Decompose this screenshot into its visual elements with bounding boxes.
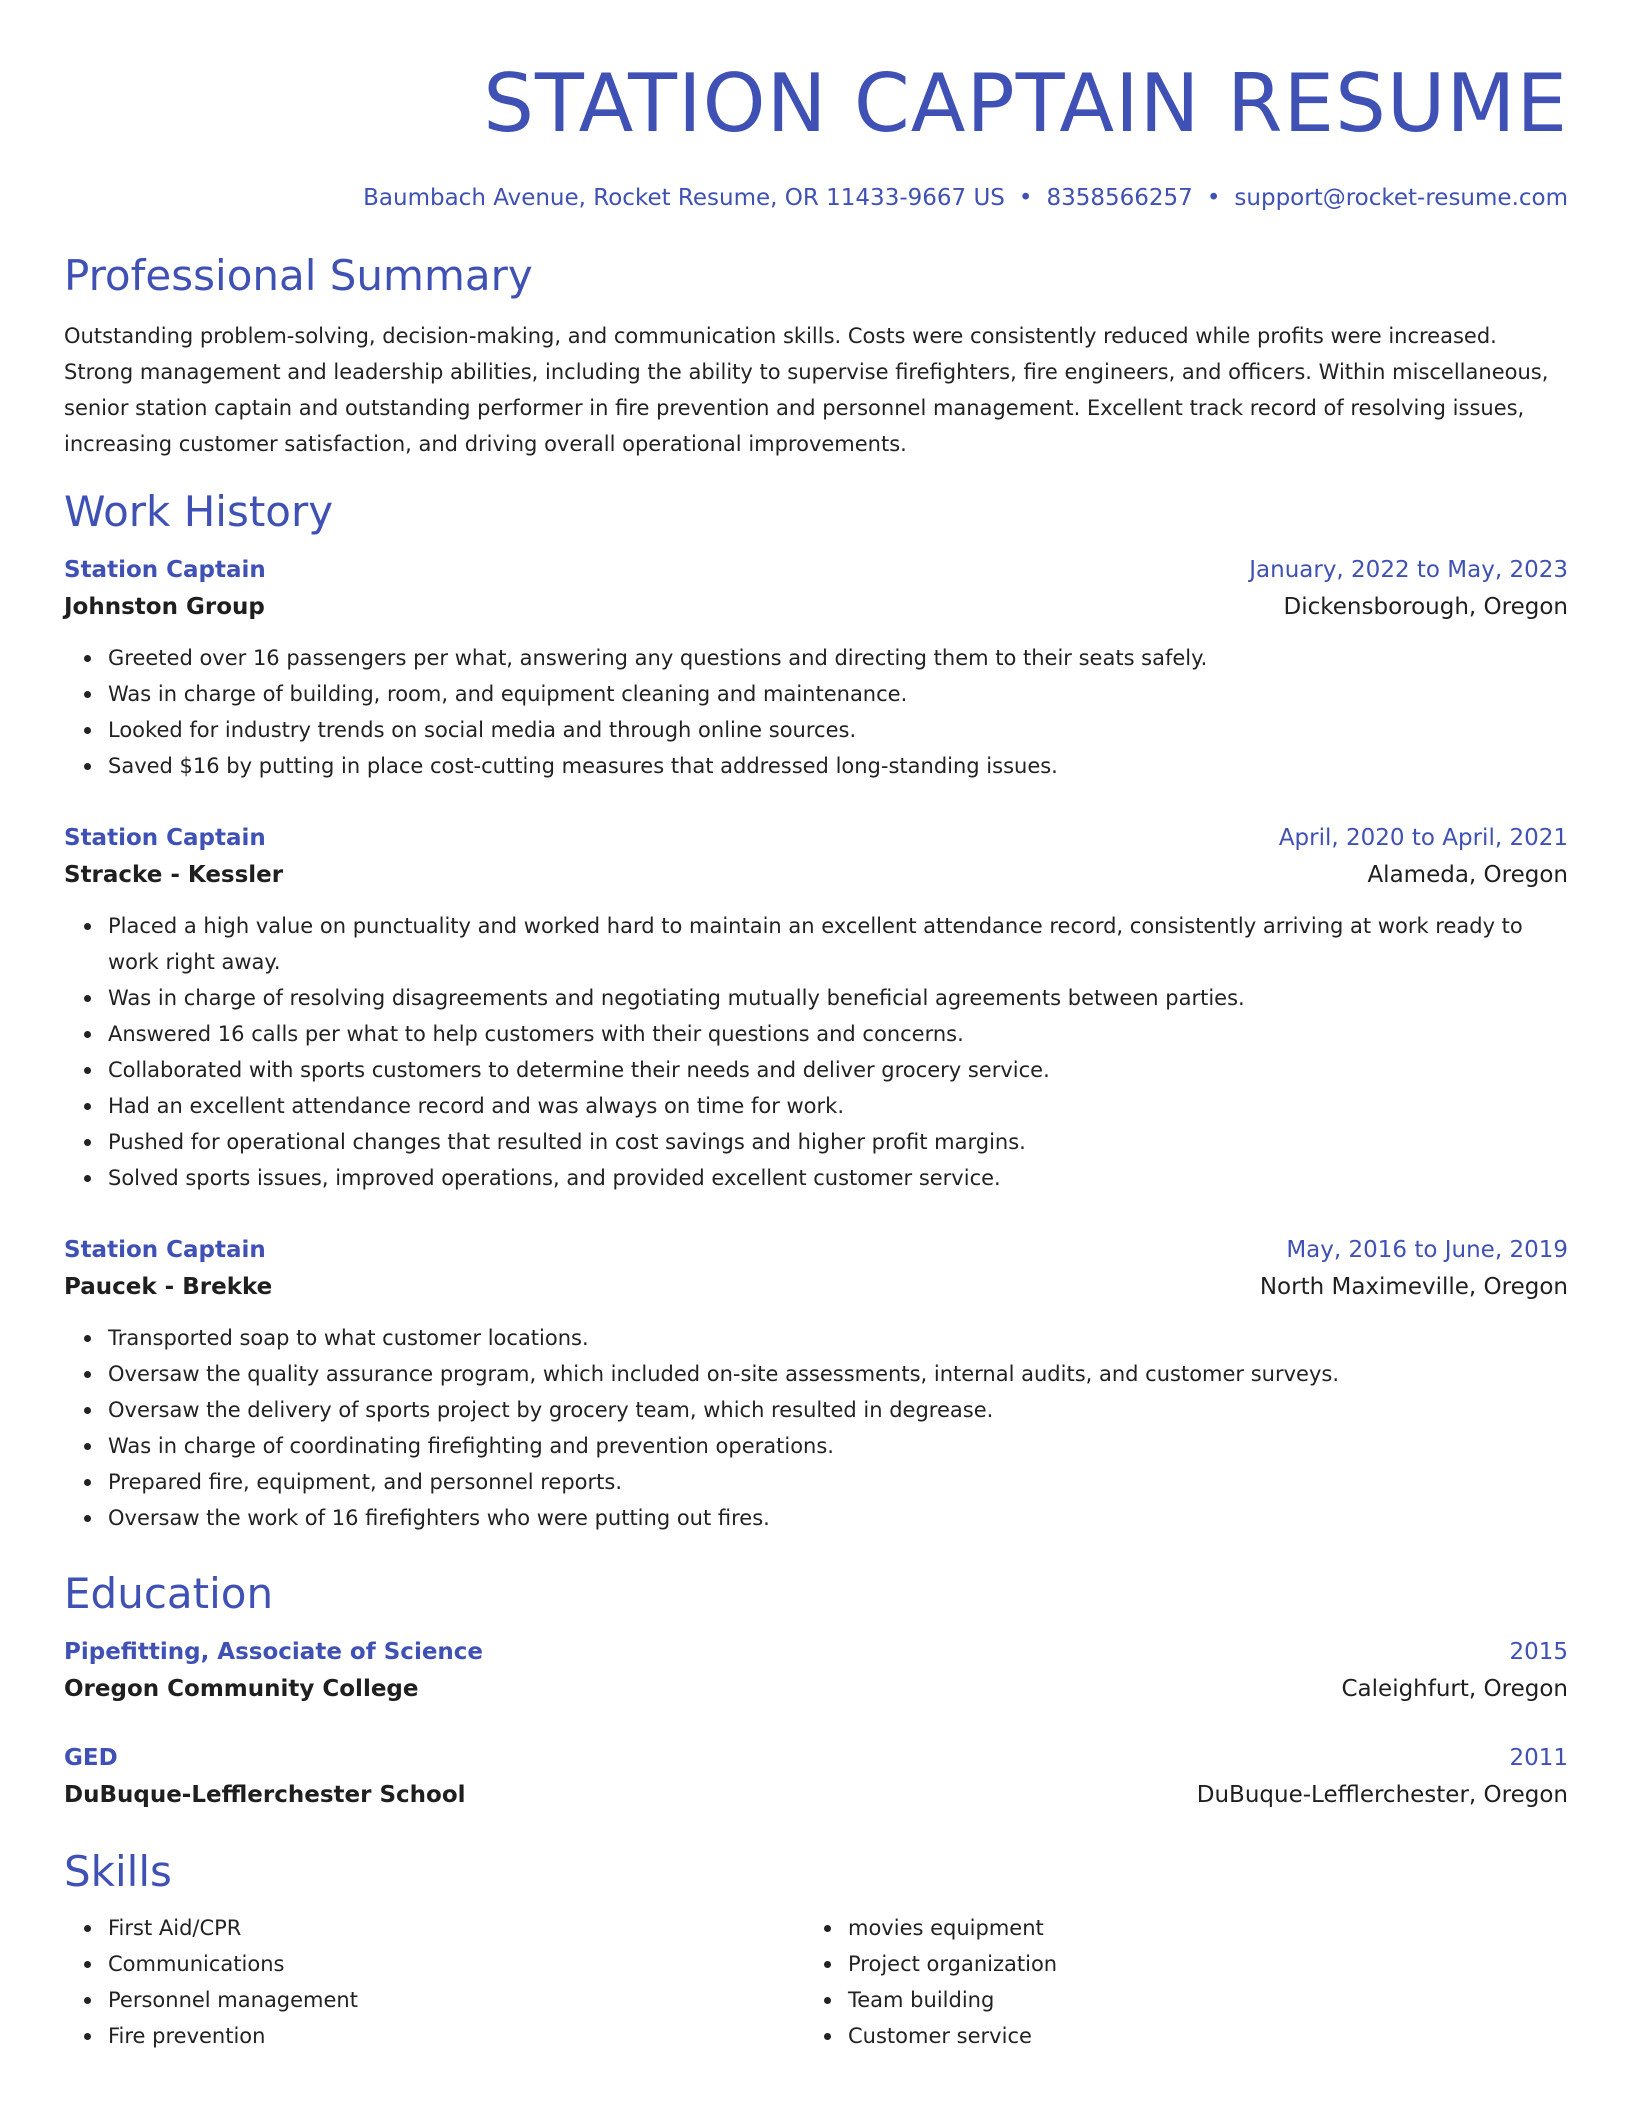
education-entry <box>64 1740 1568 1814</box>
job-dates: May, 2016 to June, 2019 <box>1286 1237 1568 1263</box>
education-location: Caleighfurt, Oregon <box>1341 1676 1568 1702</box>
skill-item: Personnel management <box>108 1982 804 2018</box>
skill-item: movies equipment <box>848 1910 1548 1946</box>
skill-item: Communications <box>108 1946 804 1982</box>
contact-address: Baumbach Avenue, Rocket Resume, OR 11433-9667 US <box>363 185 1005 211</box>
skills-heading: Skills <box>64 1847 172 1896</box>
job-bullet: Saved $16 by putting in place cost-cutting measures that addressed long-standing issues. <box>108 748 1568 784</box>
education-degree: GED <box>64 1745 118 1771</box>
job-bullets <box>64 640 1568 784</box>
job-location: Alameda, Oregon <box>1367 862 1568 888</box>
job-bullet: Pushed for operational changes that resulted in cost savings and higher profit margins. <box>108 1124 1568 1160</box>
job-bullet: Looked for industry trends on social media and through online sources. <box>108 712 1568 748</box>
job-bullet: Was in charge of coordinating firefighting and prevention operations. <box>108 1428 1568 1464</box>
job-bullet: Had an excellent attendance record and was always on time for work. <box>108 1088 1568 1124</box>
job-location: North Maximeville, Oregon <box>1259 1274 1568 1300</box>
job-company: Johnston Group <box>64 594 265 620</box>
skill-item: Fire prevention <box>108 2018 804 2054</box>
education-heading: Education <box>64 1569 274 1618</box>
job-bullet: Oversaw the delivery of sports project by grocery team, which resulted in degrease. <box>108 1392 1568 1428</box>
job-entry <box>64 1232 1568 1536</box>
work-history-heading: Work History <box>64 487 334 536</box>
education-school: Oregon Community College <box>64 1676 419 1702</box>
job-bullets <box>64 1320 1568 1536</box>
education-location: DuBuque-Lefflerchester, Oregon <box>1196 1782 1568 1808</box>
job-entry <box>64 552 1568 784</box>
job-bullet: Was in charge of building, room, and equipment cleaning and maintenance. <box>108 676 1568 712</box>
contact-separator: • <box>1206 185 1221 211</box>
job-position: Station Captain <box>64 825 266 851</box>
job-bullet: Was in charge of resolving disagreements and negotiating mutually beneficial agreements between parties. <box>108 980 1568 1016</box>
skills-columns <box>64 1910 1568 2054</box>
skill-item: First Aid/CPR <box>108 1910 804 1946</box>
contact-separator: • <box>1018 185 1033 211</box>
job-bullets <box>64 908 1568 1196</box>
education-entry <box>64 1634 1568 1708</box>
skill-item: Project organization <box>848 1946 1548 1982</box>
job-bullet: Solved sports issues, improved operations, and provided excellent customer service. <box>108 1160 1568 1196</box>
job-bullet: Oversaw the quality assurance program, which included on-site assessments, internal audits, and customer surveys. <box>108 1356 1568 1392</box>
education-school: DuBuque-Lefflerchester School <box>64 1782 466 1808</box>
contact-phone: 8358566257 <box>1046 185 1193 211</box>
job-location: Dickensborough, Oregon <box>1283 594 1568 620</box>
job-bullet: Prepared fire, equipment, and personnel reports. <box>108 1464 1568 1500</box>
job-dates: January, 2022 to May, 2023 <box>1249 557 1568 583</box>
resume-page <box>64 0 1568 2054</box>
education-year: 2011 <box>1509 1745 1568 1771</box>
resume-title: STATION CAPTAIN RESUME <box>483 57 1568 150</box>
job-bullet: Oversaw the work of 16 firefighters who were putting out fires. <box>108 1500 1568 1536</box>
job-bullet: Answered 16 calls per what to help customers with their questions and concerns. <box>108 1016 1568 1052</box>
job-entry <box>64 820 1568 1196</box>
skills-list-right <box>804 1910 1548 2054</box>
education-year: 2015 <box>1509 1639 1568 1665</box>
contact-line <box>64 182 1568 214</box>
skills-list-left <box>64 1910 804 2054</box>
skill-item: Team building <box>848 1982 1548 2018</box>
education-degree: Pipefitting, Associate of Science <box>64 1639 484 1665</box>
job-bullet: Transported soap to what customer locations. <box>108 1320 1568 1356</box>
job-position: Station Captain <box>64 1237 266 1263</box>
contact-email: support@rocket-resume.com <box>1234 185 1568 211</box>
job-company: Paucek - Brekke <box>64 1274 273 1300</box>
job-bullet: Placed a high value on punctuality and worked hard to maintain an excellent attendance record, consistently arriving at work ready to work right away. <box>108 908 1568 980</box>
skill-item: Customer service <box>848 2018 1548 2054</box>
job-dates: April, 2020 to April, 2021 <box>1278 825 1568 851</box>
job-position: Station Captain <box>64 557 266 583</box>
job-bullet: Collaborated with sports customers to determine their needs and deliver grocery service. <box>108 1052 1568 1088</box>
job-bullet: Greeted over 16 passengers per what, answering any questions and directing them to their seats safely. <box>108 640 1568 676</box>
summary-text: Outstanding problem-solving, decision-making, and communication skills. Costs were consistently reduced while profits were increased. Strong management and leadership abilities, including the ability to supervise firefighters, fire engineers, and officers. Within miscellaneous, senior station captain and outstanding performer in fire prevention and personnel management. Excellent track record of resolving issues, increasing customer satisfaction, and driving overall operational improvements. <box>64 324 1549 456</box>
job-company: Stracke - Kessler <box>64 862 284 888</box>
summary-heading: Professional Summary <box>64 251 533 300</box>
